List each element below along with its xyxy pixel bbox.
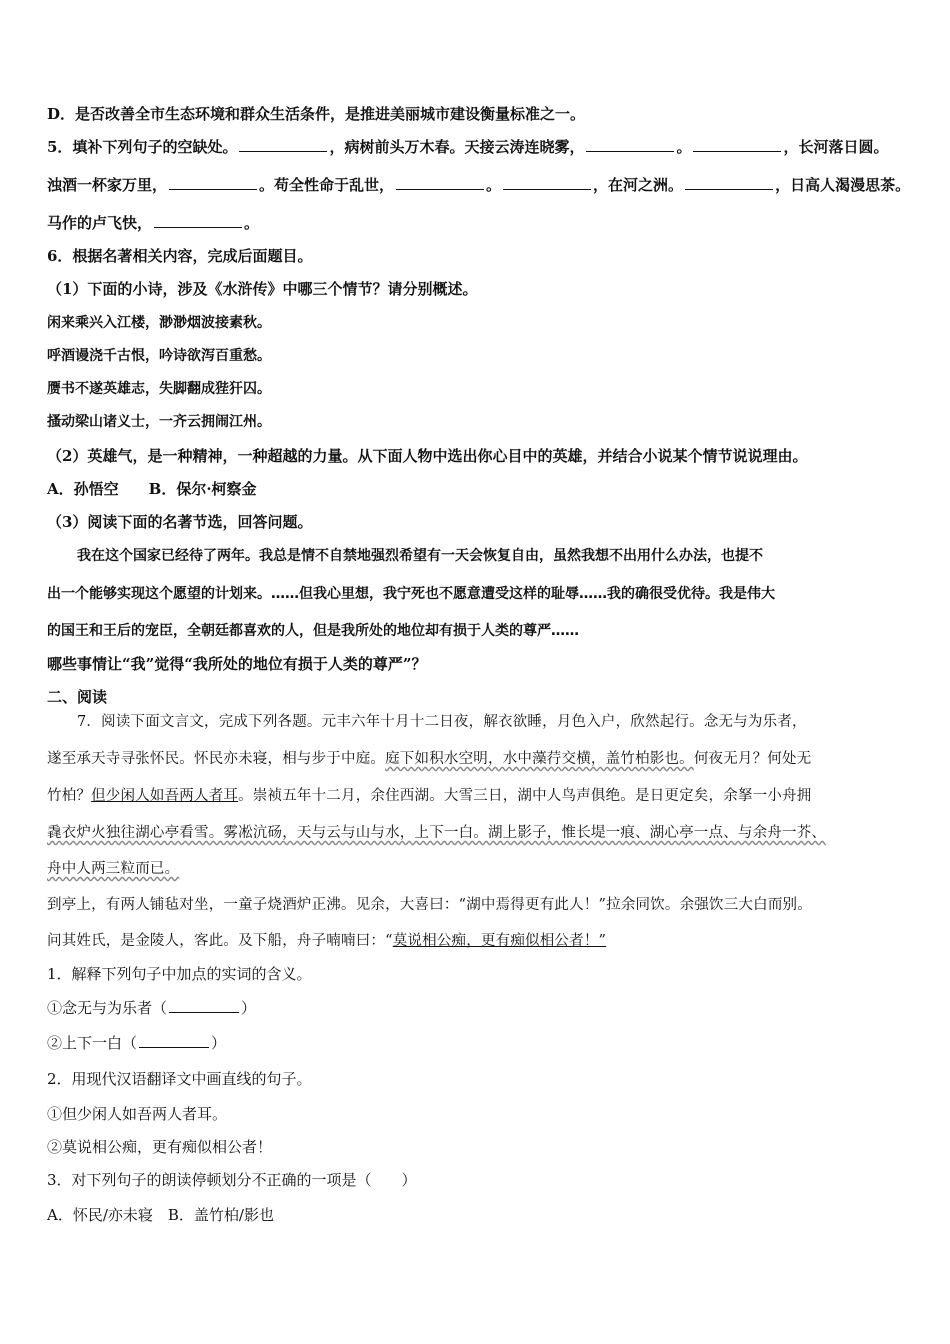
question-7-line-6: 到亭上，有两人铺毡对坐，一童子烧酒炉正沸。见余，大喜曰：“湖中焉得更有此人！”拉余同饮。余强饮三大白而别。 [47, 897, 812, 913]
q5-text: ，在河之洲。 [593, 176, 684, 194]
underlined-sentence: 但少闲人如吾两人者耳 [91, 788, 239, 804]
question-7-line-3 [47, 786, 920, 806]
passage-text: 。崇祯五年十二月，余住西湖。大雪三日，湖中人鸟声俱绝。是日更定矣，余拏一小舟拥 [238, 788, 812, 804]
q5-text: ，日高人渴漫思茶。 [775, 176, 911, 194]
excerpt-line-1: 我在这个国家已经待了两年。我总是情不自禁地强烈希望有一天会恢复自由，虽然我想不出用什么办法，也提不 [77, 548, 763, 564]
underlined-sentence: 莫说相公痴，更有痴似相公者 [392, 933, 584, 949]
passage-text: 遂至承天寺寻张怀民。怀民亦未寝，相与步于中庭。 [47, 751, 386, 767]
passage-text: 竹柏？ [47, 788, 92, 804]
sub-question-3: 3．对下列句子的朗读停顿划分不正确的一项是（ ） [47, 1171, 417, 1189]
answer-blank[interactable] [169, 998, 239, 1013]
q5-text: 浊酒一杯家万里， [47, 176, 168, 194]
q5-text: ，长河落日圆。 [783, 138, 889, 156]
question-6-part-1: （1）下面的小诗，涉及《水浒传》中哪三个情节？请分别概述。 [47, 280, 478, 298]
underlined-sentence: ！” [583, 933, 607, 949]
question-6-part-2: （2）英雄气，是一种精神，一种超越的力量。从下面人物中选出你心目中的英雄，并结合小说某个情节说说理由。 [47, 447, 808, 465]
blank[interactable] [239, 137, 327, 152]
excerpt-line-3: 的国王和王后的宠臣，全朝廷都喜欢的人，但是我所处的地位却有损于人类的尊严…… [47, 623, 579, 639]
sub-question-text: ②上下一白（ [47, 1034, 138, 1052]
q5-prompt: 5．填补下列句子的空缺处。 [47, 138, 238, 156]
excerpt-line-2: 出一个能够实现这个愿望的计划来。……但我心里想，我宁死也不愿意遭受这样的耻辱……我的确很受优待。我是伟大 [47, 586, 775, 602]
q5-text: ，病树前头万木春。天接云涛连晓雾， [329, 138, 585, 156]
sub-question-1-b [47, 1033, 920, 1053]
option-d: D．是否改善全市生态环境和群众生活条件，是推进美丽城市建设衡量标准之一。 [47, 105, 586, 123]
q5-text: 。 [244, 214, 260, 232]
passage-text: 问其姓氏，是金陵人，客此。及下船，舟子喃喃曰：“ [47, 933, 393, 949]
blank[interactable] [693, 137, 781, 152]
sub-question-text: ） [241, 999, 257, 1017]
question-7-line-1: 7．阅读下面文言文，完成下列各题。元丰六年十月十二日夜，解衣欲睡，月色入户，欣然起行。念无与为乐者， [77, 714, 807, 730]
sub-question-text: ①念无与为乐者（ [47, 999, 168, 1017]
poem-line-4: 搔动梁山诸义士，一齐云拥闹江州。 [47, 414, 271, 430]
poem-line-1: 闲来乘兴入江楼，渺渺烟波接素秋。 [47, 315, 271, 331]
question-5-line-1 [47, 137, 920, 157]
blank[interactable] [396, 175, 484, 190]
poem-line-3: 赝书不遂英雄志，失脚翻成狴犴囚。 [47, 381, 271, 397]
q5-text: 。 [486, 176, 502, 194]
blank[interactable] [154, 213, 242, 228]
question-5-line-2 [47, 175, 920, 195]
sub-question-1-a [47, 998, 920, 1018]
answer-blank[interactable] [139, 1033, 209, 1048]
question-7-line-2 [47, 749, 920, 769]
question-6-part-2-options: A．孙悟空 B．保尔·柯察金 [47, 480, 257, 498]
q5-text: 。 [676, 138, 692, 156]
sub-question-2: 2．用现代汉语翻译文中画直线的句子。 [47, 1070, 312, 1088]
question-6-part-3: （3）阅读下面的名著节选，回答问题。 [47, 513, 313, 531]
question-5-line-3 [47, 213, 920, 233]
blank[interactable] [586, 137, 674, 152]
wavy-underlined-text: 庭下如积水空明，水中藻荇交横，盖竹柏影也。 [385, 751, 694, 767]
question-6-part-3-question: 哪些事情让“我”觉得“我所处的地位有损于人类的尊严”？ [47, 655, 427, 673]
q5-text: 马作的卢飞快， [47, 214, 153, 232]
sub-question-1: 1．解释下列句子中加点的实词的含义。 [47, 965, 312, 983]
question-6-title: 6．根据名著相关内容，完成后面题目。 [47, 247, 313, 265]
blank[interactable] [685, 175, 773, 190]
passage-text: 何夜无月？何处无 [693, 751, 812, 767]
q5-text: 。苟全性命于乱世， [259, 176, 395, 194]
question-7-line-5: 舟中人两三粒而已。 [47, 861, 180, 877]
sub-question-text: ） [211, 1034, 227, 1052]
question-7-line-7 [47, 931, 920, 951]
sub-question-2-a: ①但少闲人如吾两人者耳。 [47, 1105, 228, 1123]
question-7-line-4: 毳衣炉火独往湖心亭看雪。雾凇沆砀，天与云与山与水，上下一白。湖上影子，惟长堤一痕、湖心亭一点、与余舟一芥、 [47, 825, 827, 841]
blank[interactable] [503, 175, 591, 190]
sub-question-3-options: A．怀民/亦未寝 B．盖竹柏/影也 [47, 1206, 274, 1224]
sub-question-2-b: ②莫说相公痴，更有痴似相公者！ [47, 1138, 273, 1156]
poem-line-2: 呼酒谩浇千古恨，吟诗欲泻百重愁。 [47, 348, 271, 364]
blank[interactable] [169, 175, 257, 190]
section-heading-reading: 二、阅读 [47, 688, 108, 706]
